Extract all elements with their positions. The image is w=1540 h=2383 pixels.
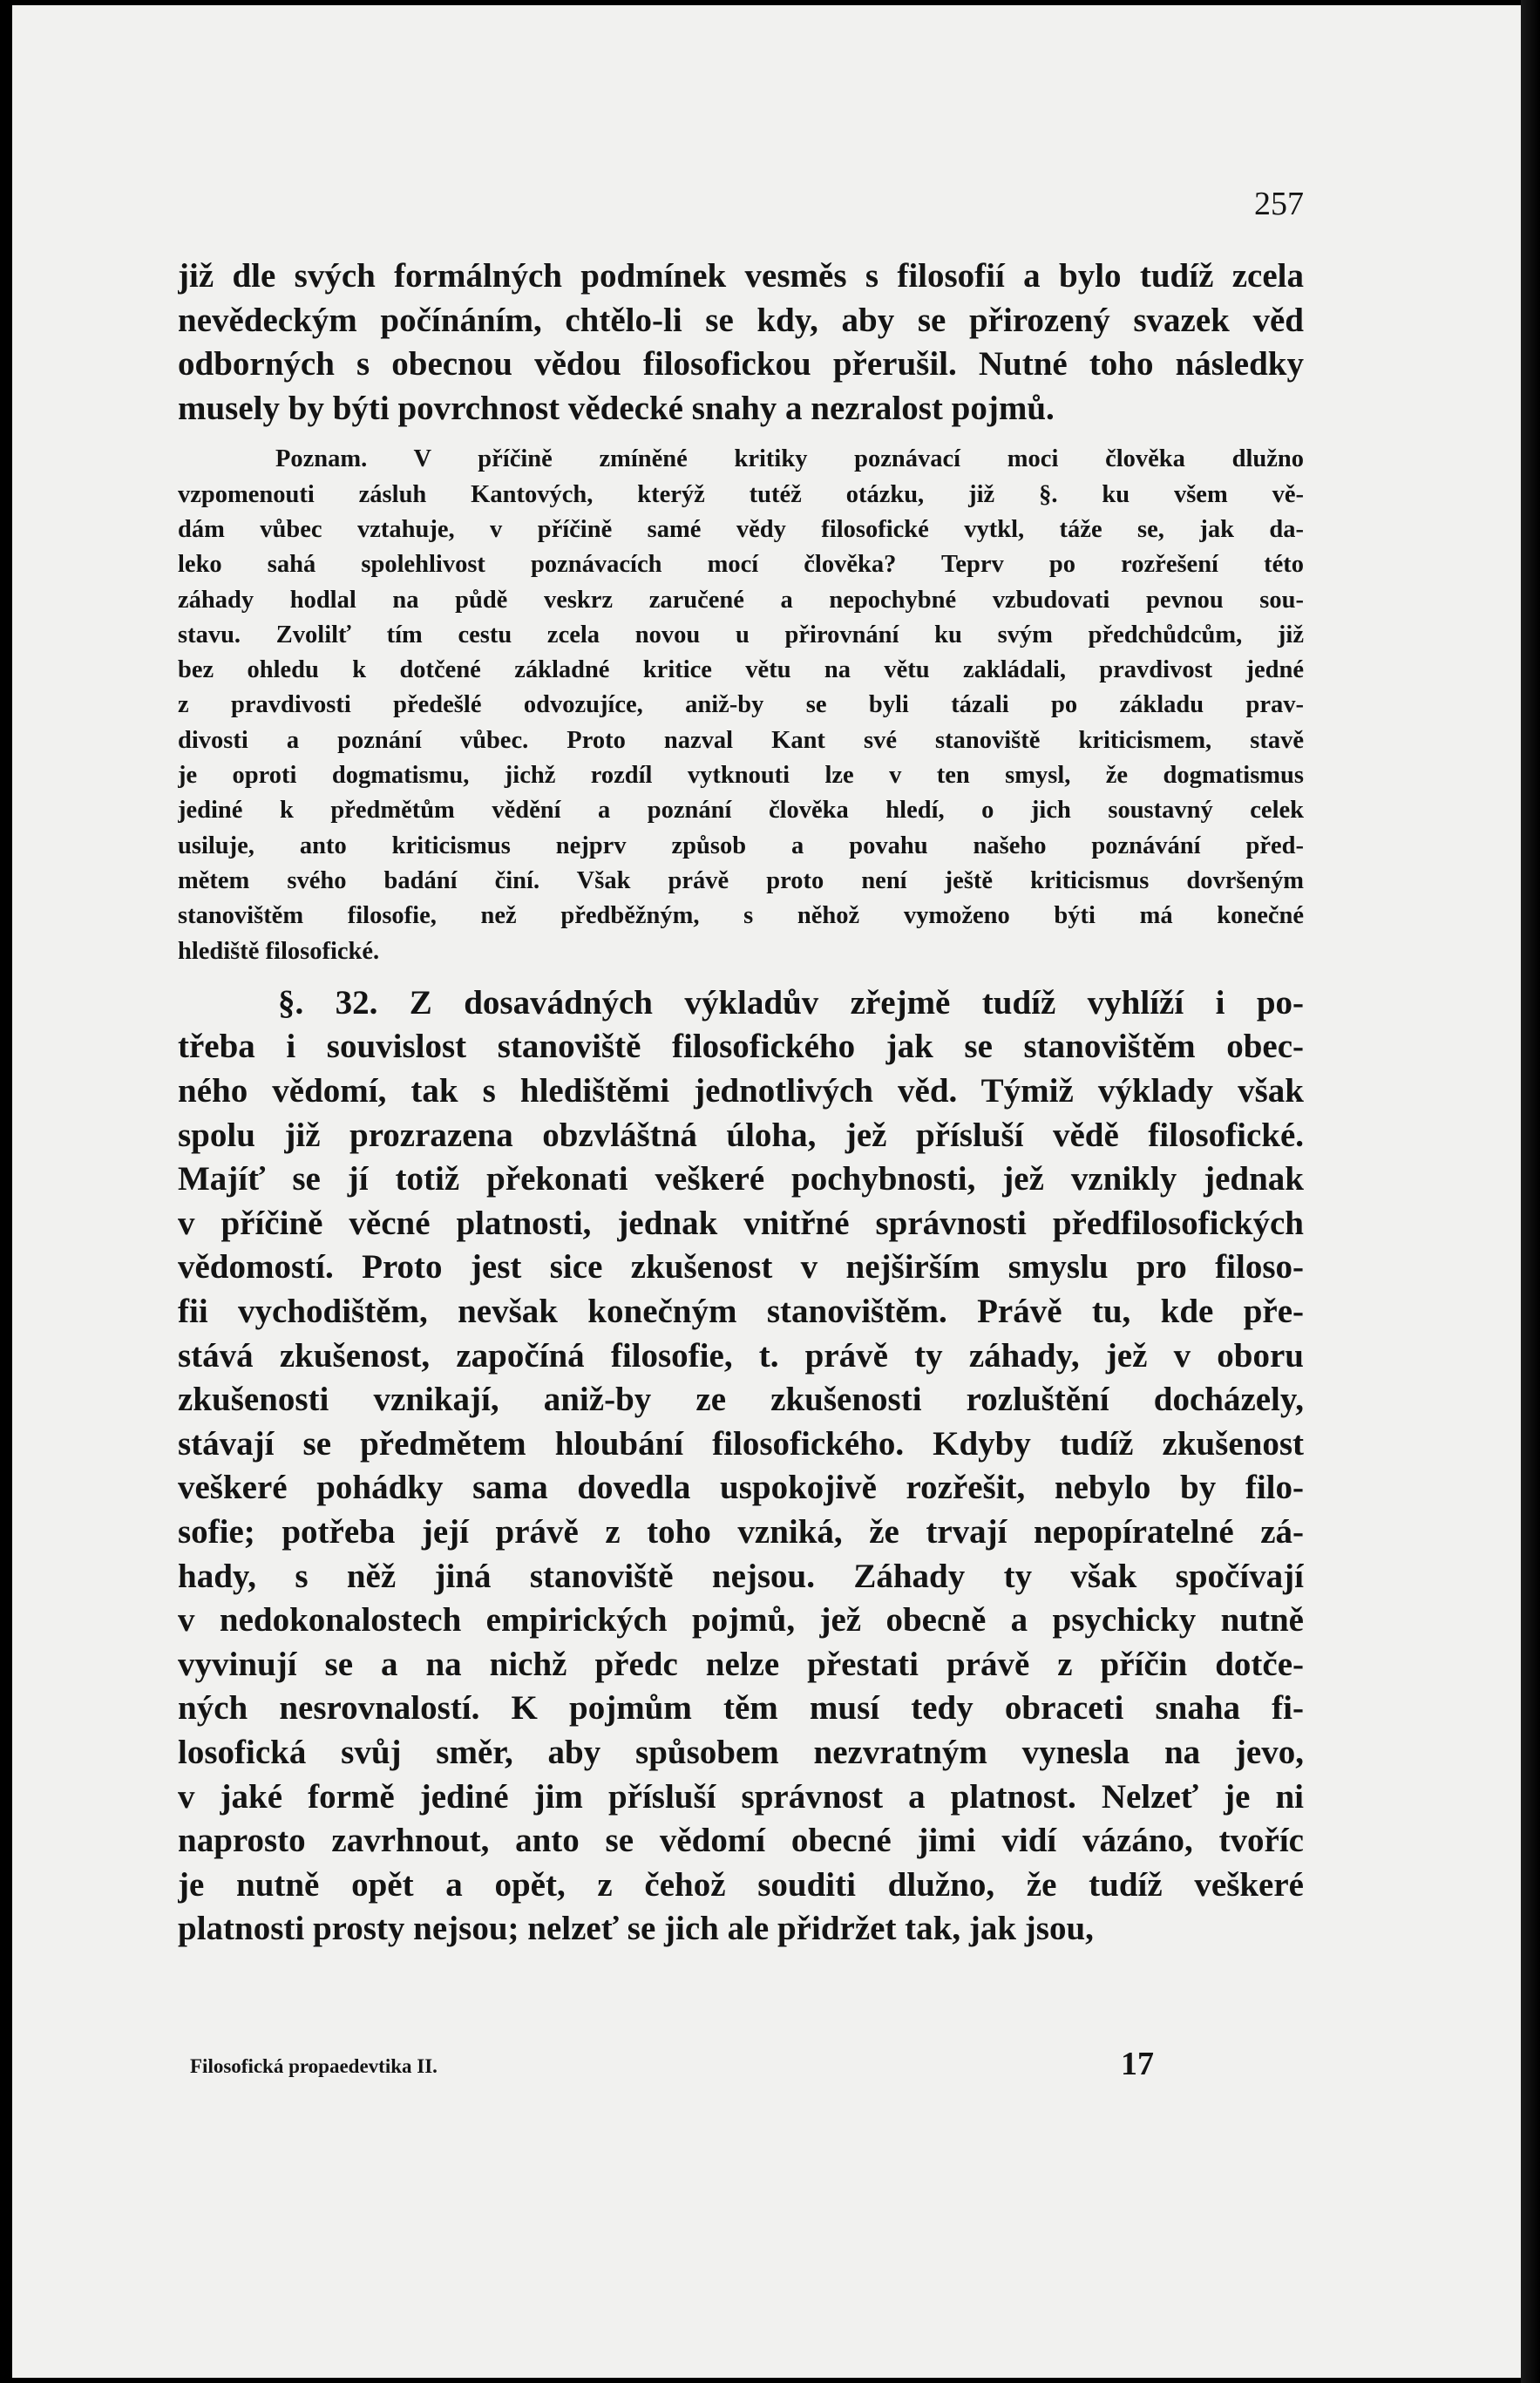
note-line: je oproti dogmatismu, jichž rozdíl vytknouti lze v ten smysl, že dogmatismus <box>178 762 1304 790</box>
sheet-signature: 17 <box>1121 2046 1154 2082</box>
section-32-line: platnosti prosty nejsou; nelzeť se jich ale přidržet tak, jak jsou, <box>178 1910 1094 1948</box>
intro-line: nevědeckým počínáním, chtělo-li se kdy, aby se přirozený svazek věd <box>178 301 1304 339</box>
note-line: z pravdivosti předešlé odvozujíce, aniž-by se byli tázali po základu prav- <box>178 691 1304 719</box>
note-line: divosti a poznání vůbec. Proto nazval Kant své stanoviště kriticismem, stavě <box>178 726 1304 754</box>
section-32-line: třeba i souvislost stanoviště filosofického jak se stanovištěm obec- <box>178 1028 1304 1066</box>
note-line: Poznam. V příčině zmíněné kritiky poznávací moci člověka dlužno <box>275 445 1304 473</box>
section-32-line: naprosto zavrhnout, anto se vědomí obecné jimi vidí vázáno, tvoříc <box>178 1822 1304 1860</box>
book-title: Filosofická propaedevtika II. <box>190 2055 438 2077</box>
section-32-line: zkušenosti vznikají, aniž-by ze zkušenosti rozluštění docházely, <box>178 1381 1304 1419</box>
note-line: stanovištěm filosofie, než předběžným, s něhož vymoženo býti má konečné <box>178 902 1304 930</box>
section-32-line: vyvinují se a na nichž předc nelze přestati právě z příčin dotče- <box>178 1645 1304 1683</box>
note-line: dám vůbec vztahuje, v příčině samé vědy filosofické vytkl, táže se, jak da- <box>178 515 1304 543</box>
note-line: záhady hodlal na půdě veskrz zaručené a nepochybné vzbudovati pevnou sou- <box>178 586 1304 614</box>
note-line: usiluje, anto kriticismus nejprv způsob a povahu našeho poznávání před- <box>178 832 1304 859</box>
page-number: 257 <box>1254 186 1304 222</box>
text-block <box>178 255 1304 1952</box>
note-line: mětem svého badání činí. Však právě proto není ještě kriticismus dovršeným <box>178 866 1304 894</box>
intro-line: odborných s obecnou vědou filosofickou přerušil. Nutné toho následky <box>178 345 1304 384</box>
note-line: leko sahá spolehlivost poznávacích mocí člověka? Teprv po rozřešení této <box>178 551 1304 579</box>
note-line: hlediště filosofické. <box>178 937 380 965</box>
section-32-line: stávají se předmětem hloubání filosofického. Kdyby tudíž zkušenost <box>178 1424 1304 1463</box>
note-line: jediné k předmětům vědění a poznání člověka hledí, o jich soustavný celek <box>178 797 1304 825</box>
section-32-line: fii vychodištěm, nevšak konečným stanovištěm. Právě tu, kde pře- <box>178 1292 1304 1330</box>
section-32-line: losofická svůj směr, aby spůsobem nezvratným vynesla na jevo, <box>178 1733 1304 1771</box>
note-line: stavu. Zvolilť tím cestu zcela novou u přirovnání ku svým předchůdcům, již <box>178 621 1304 648</box>
scan-edge <box>1521 0 1540 2383</box>
section-32-line: sofie; potřeba její právě z toho vzniká, že trvají nepopíratelné zá- <box>178 1512 1304 1551</box>
note-line: bez ohledu k dotčené základné kritice větu na větu zakládali, pravdivost jedné <box>178 656 1304 684</box>
intro-line: musely by býti povrchnost vědecké snahy a nezralost pojmů. <box>178 389 1055 427</box>
section-32-line: ných nesrovnalostí. K pojmům těm musí tedy obraceti snaha fi- <box>178 1689 1304 1728</box>
section-32-line: v nedokonalostech empirických pojmů, jež obecně a psychicky nutně <box>178 1601 1304 1640</box>
section-32-line: Majíť se jí totiž překonati veškeré pochybnosti, jež vznikly jednak <box>178 1160 1304 1198</box>
section-32-line: §. 32. Z dosavádných výkladův zřejmě tudíž vyhlíží i po- <box>278 983 1304 1022</box>
section-32-line: veškeré pohádky sama dovedla uspokojivě rozřešit, nebylo by filo- <box>178 1469 1304 1507</box>
page-sheet <box>12 5 1523 2378</box>
section-32-paragraph <box>178 981 1304 1952</box>
intro-line: již dle svých formálných podmínek vesměs s filosofií a bylo tudíž zcela <box>178 257 1304 295</box>
section-32-line: stává zkušenost, započíná filosofie, t. právě ty záhady, jež v oboru <box>178 1336 1304 1375</box>
paragraph-intro <box>178 255 1304 431</box>
section-32-line: v jaké formě jediné jim přísluší správnost a platnost. Nelzeť je ni <box>178 1777 1304 1816</box>
note-line: vzpomenouti zásluh Kantových, kterýž tutéž otázku, již §. ku všem vě- <box>178 480 1304 508</box>
section-32-line: spolu již prozrazena obzvláštná úloha, jež přísluší vědě filosofické. <box>178 1116 1304 1154</box>
section-32-line: ného vědomí, tak s hledištěmi jednotlivých věd. Týmiž výklady však <box>178 1072 1304 1110</box>
section-32-line: je nutně opět a opět, z čehož souditi dlužno, že tudíž veškeré <box>178 1865 1304 1904</box>
section-32-line: v příčině věcné platnosti, jednak vnitřné správnosti předfilosofických <box>178 1204 1304 1242</box>
note-paragraph <box>178 442 1304 968</box>
section-32-line: vědomostí. Proto jest sice zkušenost v nejširším smyslu pro filoso- <box>178 1248 1304 1287</box>
section-32-line: hady, s něž jiná stanoviště nejsou. Záhady ty však spočívají <box>178 1557 1304 1595</box>
